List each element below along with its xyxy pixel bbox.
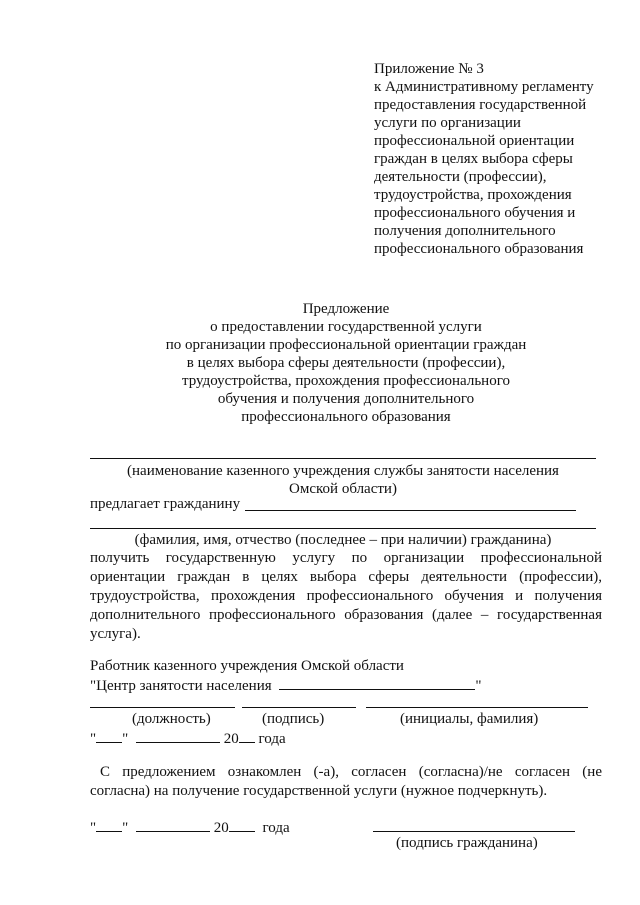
- year-field[interactable]: [229, 817, 255, 832]
- day-field[interactable]: [96, 817, 122, 832]
- institution-caption: [90, 462, 596, 498]
- appendix-line: трудоустройства, прохождения: [374, 187, 572, 203]
- position-caption: (должность): [132, 711, 211, 727]
- title-line: в целях выбора сферы деятельности (профессии),: [186, 355, 506, 371]
- citizen-signature-caption: (подпись гражданина): [396, 835, 538, 851]
- month-field[interactable]: [136, 817, 210, 832]
- position-line[interactable]: [90, 707, 235, 708]
- signature-line[interactable]: [242, 707, 356, 708]
- worker-center-label: "Центр занятости населения: [90, 678, 272, 694]
- citizen-caption: (фамилия, имя, отчество (последнее – при наличии) гражданина): [134, 532, 552, 548]
- appendix-line: получения дополнительного: [374, 223, 556, 239]
- offers-label: предлагает гражданину: [90, 496, 241, 512]
- body-paragraph: получить государственную услугу по организации профессиональной ориентации граждан в целях выбора сферы деятельности (профессии), трудоустройства, прохождения профессионального обучения и получения дополнительного профессионального образования (далее – государственная услуга).: [90, 550, 602, 642]
- center-name-field[interactable]: [279, 675, 475, 690]
- caption-line: Омской области): [289, 481, 397, 497]
- appendix-line: к Административному регламенту: [374, 79, 594, 95]
- appendix-line: профессионального образования: [374, 241, 584, 257]
- citizen-name-line-2[interactable]: [90, 528, 596, 529]
- citizen-signature-line[interactable]: [373, 831, 575, 832]
- quote-open: ": [90, 820, 97, 836]
- title-line: трудоустройства, прохождения профессионального: [182, 373, 510, 389]
- consent-paragraph: С предложением ознакомлен (-а), согласен (согласна)/не согласен (не согласна) на получение государственной услуги (нужное подчеркнуть).: [90, 764, 602, 799]
- title-line: по организации профессиональной ориентации граждан: [165, 337, 527, 353]
- day-field[interactable]: [96, 728, 122, 743]
- year-prefix: 20: [223, 731, 239, 747]
- appendix-line: профессиональной ориентации: [374, 133, 575, 149]
- year-field[interactable]: [239, 728, 255, 743]
- quote-close: ": [122, 820, 129, 836]
- year-prefix: 20: [213, 820, 229, 836]
- quote-close: ": [475, 678, 482, 694]
- document-title: [90, 300, 602, 426]
- appendix-line: Приложение № 3: [374, 61, 484, 77]
- worker-line-1: Работник казенного учреждения Омской области: [90, 658, 404, 674]
- appendix-line: предоставления государственной: [374, 97, 587, 113]
- title-line: обучения и получения дополнительного: [217, 391, 475, 407]
- appendix-line: деятельности (профессии),: [374, 169, 547, 185]
- quote-close: ": [122, 731, 129, 747]
- date-row-1: [90, 728, 286, 748]
- appendix-line: профессионального обучения и: [374, 205, 576, 221]
- institution-name-line[interactable]: [90, 458, 596, 459]
- year-suffix: года: [262, 820, 290, 836]
- quote-open: ": [90, 731, 97, 747]
- title-line: о предоставлении государственной услуги: [210, 319, 482, 335]
- title-line: профессионального образования: [241, 409, 451, 425]
- year-suffix: года: [258, 731, 286, 747]
- month-field[interactable]: [136, 728, 220, 743]
- title-line: Предложение: [302, 301, 390, 317]
- appendix-block: [374, 60, 624, 258]
- initials-caption: (инициалы, фамилия): [400, 711, 539, 727]
- appendix-line: услуги по организации: [374, 115, 521, 131]
- appendix-line: граждан в целях выбора сферы: [374, 151, 573, 167]
- initials-line[interactable]: [366, 707, 588, 708]
- date-row-2: [90, 817, 290, 837]
- worker-line-2: [90, 675, 482, 695]
- citizen-name-input-line[interactable]: [245, 510, 576, 511]
- caption-line: (наименование казенного учреждения службы занятости населения: [127, 463, 559, 479]
- signature-caption: (подпись): [262, 711, 325, 727]
